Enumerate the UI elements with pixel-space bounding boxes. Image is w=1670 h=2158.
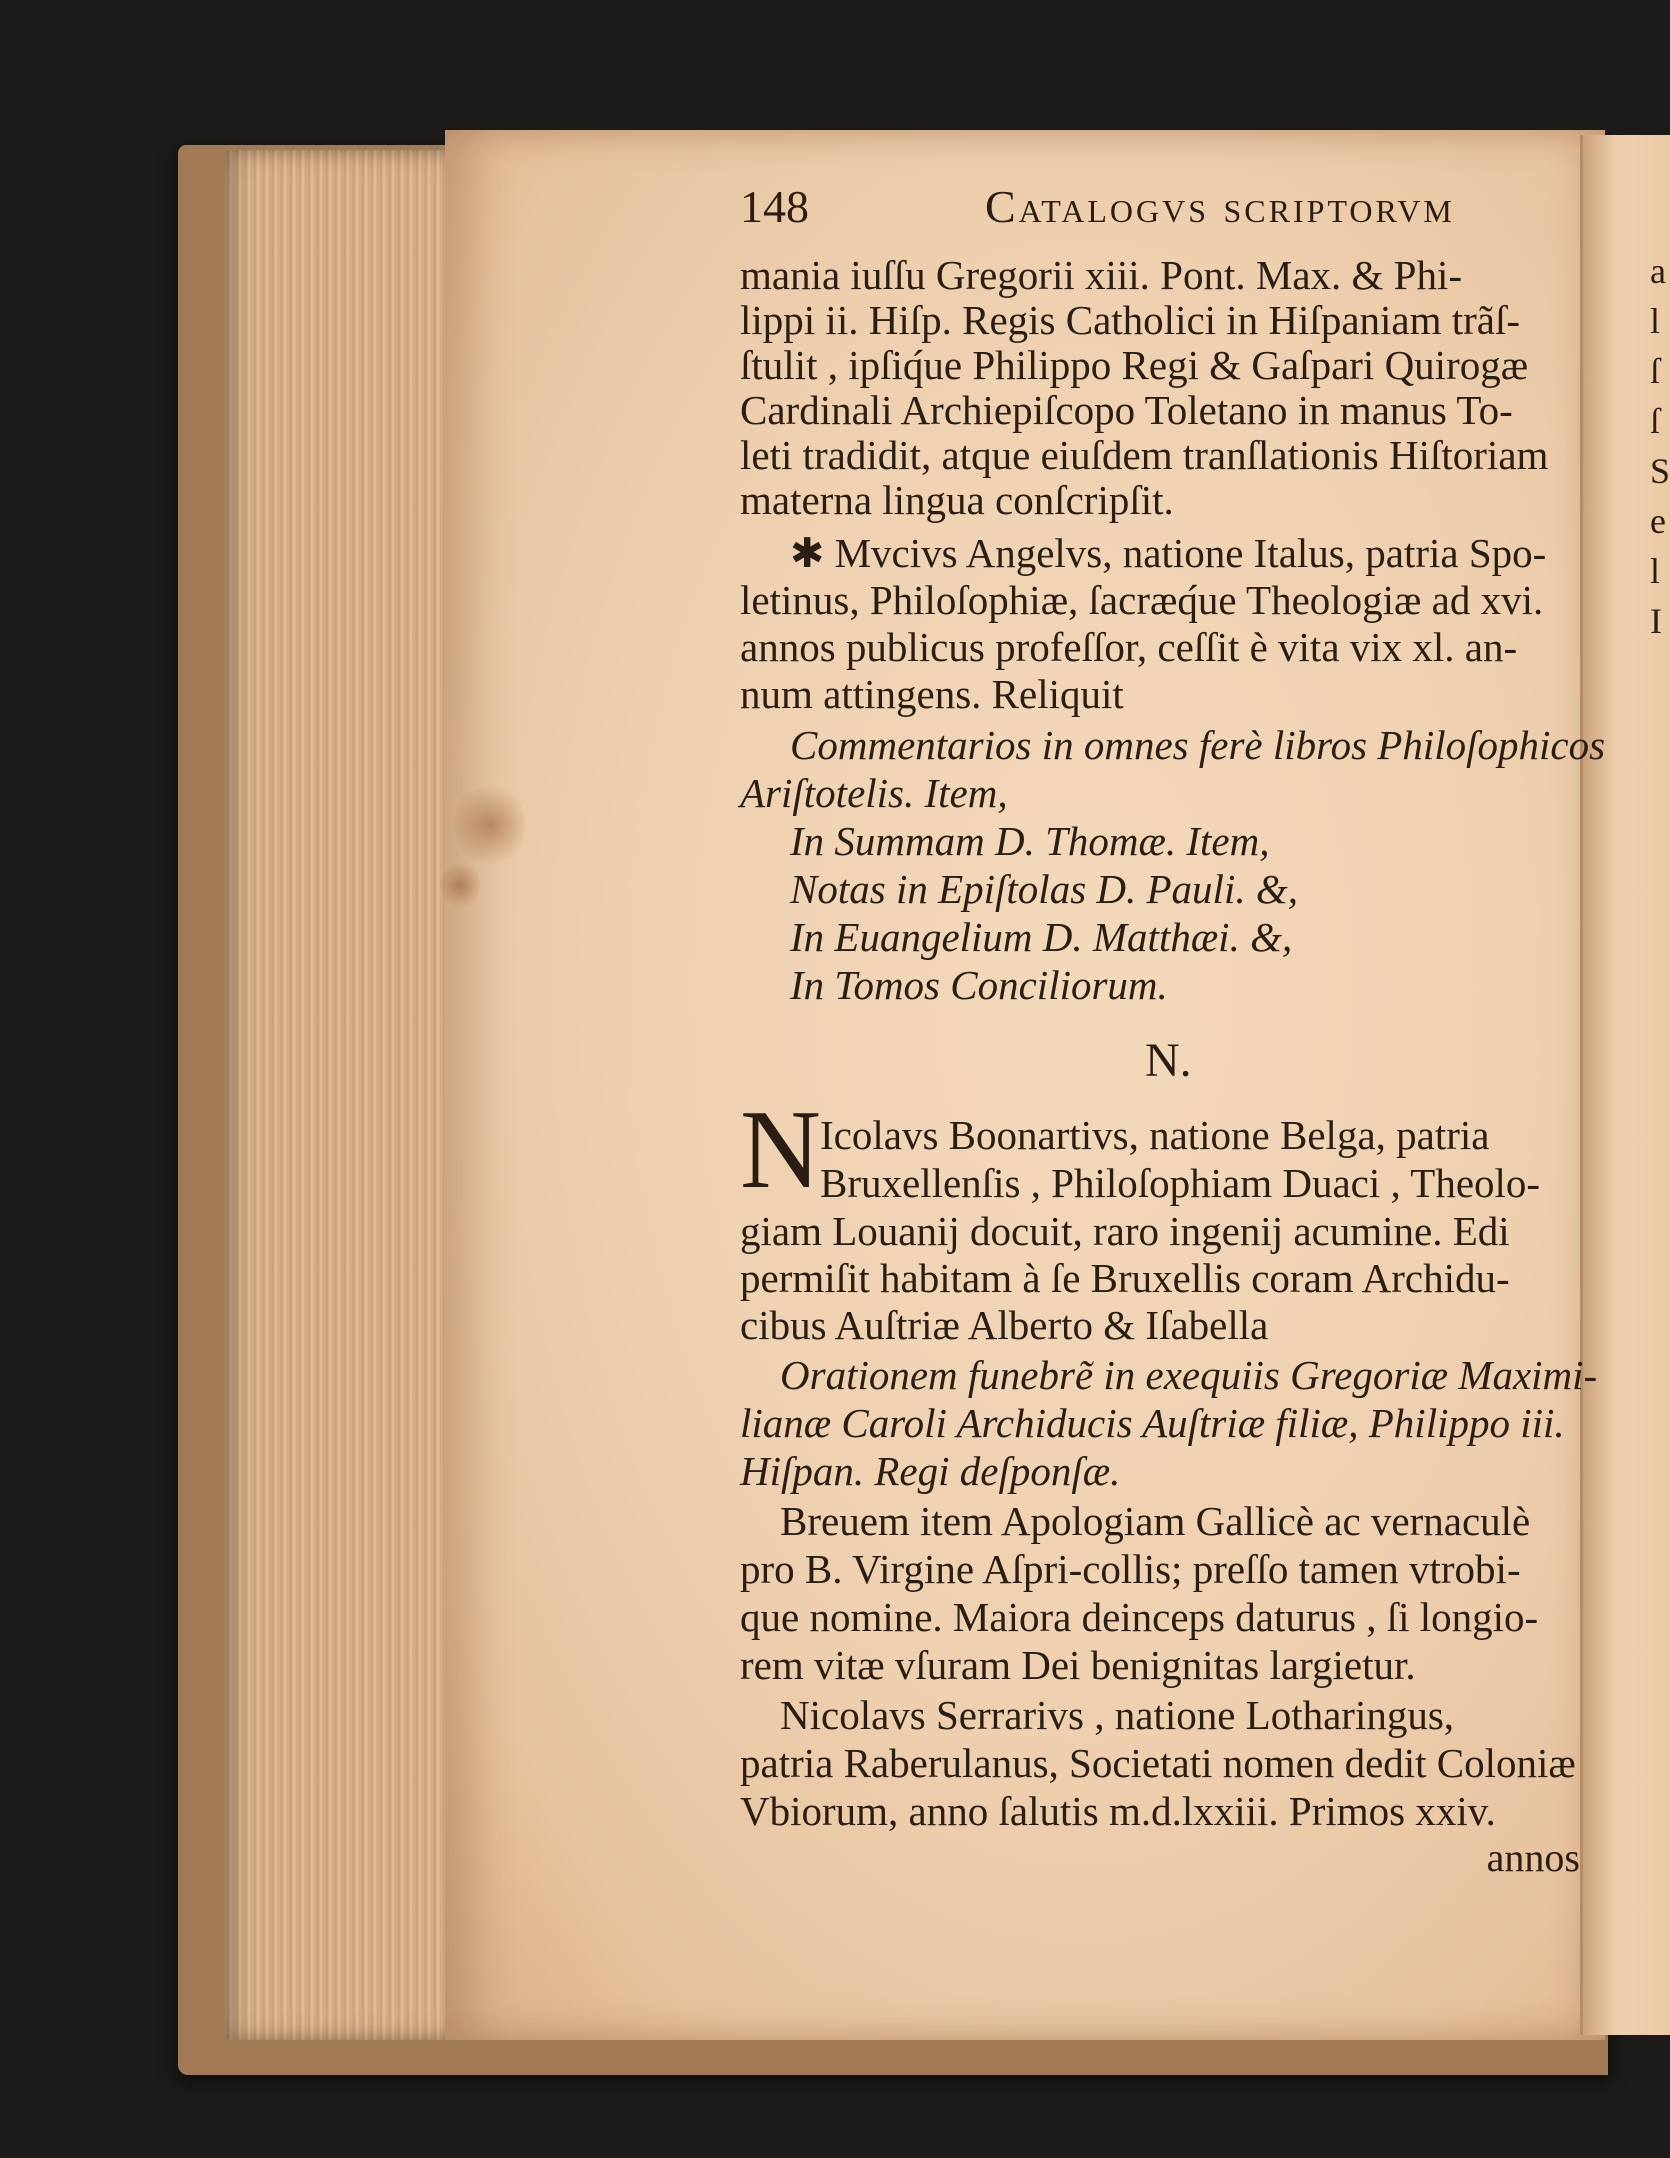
text-line: In Summam D. Thomæ. Item, <box>790 818 1270 864</box>
text-line: letinus, Philoſophiæ, ſacræq́ue Theologiæ ad xvi. <box>740 577 1544 623</box>
text-line: Cardinali Archiepiſcopo Toletano in manus To- <box>740 387 1513 433</box>
text-line: Breuem item Apologiam Gallicè ac vernaculè <box>780 1498 1531 1544</box>
fragment-char: l <box>1650 551 1661 591</box>
text-line: Ariſtotelis. Item, <box>740 770 1008 816</box>
text-line: In Euangelium D. Matthæi. &, <box>790 914 1293 960</box>
text-line: Icolavs Boonartivs, natione Belga, patria <box>820 1112 1490 1158</box>
fragment-char: l <box>1650 301 1661 341</box>
text-line: ſtulit , ipſiq́ue Philippo Regi & Gaſpari Quirogæ <box>740 342 1529 388</box>
text-line: annos publicus profeſſor, ceſſit è vita vix xl. an- <box>740 624 1518 670</box>
text-line: Commentarios in omnes ferè libros Philoſophicos <box>790 722 1606 768</box>
text-line: Nicolavs Serrarivs , natione Lotharingus, <box>780 1692 1455 1738</box>
text-line: ✱ Mvcivs Angelvs, natione Italus, patria Spo- <box>790 530 1547 576</box>
text-line: num attingens. Reliquit <box>740 671 1124 717</box>
text-line: que nomine. Maiora deinceps daturus , ſi longio- <box>740 1594 1539 1640</box>
text-line: lianæ Caroli Archiducis Auſtriæ filiæ, Philippo iii. <box>740 1400 1565 1446</box>
text-line: Hiſpan. Regi deſponſæ. <box>740 1448 1121 1494</box>
text-line: rem vitæ vſuram Dei benignitas largietur. <box>740 1642 1416 1688</box>
fragment-char: ſ <box>1650 401 1661 441</box>
running-header <box>740 180 1580 240</box>
text-line: leti tradidit, atque eiuſdem tranſlationis Hiſtoriam <box>740 432 1549 478</box>
text-line: cibus Auſtriæ Alberto & Iſabella <box>740 1302 1269 1348</box>
text-line: In Tomos Conciliorum. <box>790 962 1168 1008</box>
drop-cap: N <box>740 1088 821 1212</box>
text-line: giam Louanij docuit, raro ingenij acumine. Edi <box>740 1208 1510 1254</box>
fragment-char: S <box>1650 451 1670 491</box>
text-line: materna lingua conſcripſit. <box>740 477 1174 523</box>
foxing-stain <box>440 860 480 910</box>
text-line: patria Raberulanus, Societati nomen dedit Coloniæ <box>740 1740 1576 1786</box>
running-title: Catalogvs scriptorvm <box>985 181 1455 232</box>
fragment-char: a <box>1650 251 1666 291</box>
text-line: mania iuſſu Gregorii xiii. Pont. Max. & Phi- <box>740 252 1463 298</box>
fragment-char: ſ <box>1650 351 1661 391</box>
text-line: lippi ii. Hiſp. Regis Catholici in Hiſpaniam trãſ- <box>740 297 1521 343</box>
catchword: annos <box>1486 1835 1580 1880</box>
text-line: Bruxellenſis , Philoſophiam Duaci , Theolo- <box>820 1160 1541 1206</box>
section-letter: N. <box>1145 1034 1192 1087</box>
foxing-stain <box>455 780 525 870</box>
page-number: 148 <box>740 181 809 232</box>
text-line: Orationem funebrẽ in exequiis Gregoriæ Maximi- <box>780 1352 1598 1398</box>
fragment-char: e <box>1650 501 1666 541</box>
text-line: Vbiorum, anno ſalutis m.d.lxxiii. Primos xxiv. <box>740 1788 1496 1834</box>
text-line: permiſit habitam à ſe Bruxellis coram Archidu- <box>740 1255 1510 1301</box>
text-line: Notas in Epiſtolas D. Pauli. &, <box>790 866 1298 912</box>
text-line: pro B. Virgine Aſpri-collis; preſſo tamen vtrobi- <box>740 1546 1521 1592</box>
fragment-char: I <box>1650 601 1662 641</box>
